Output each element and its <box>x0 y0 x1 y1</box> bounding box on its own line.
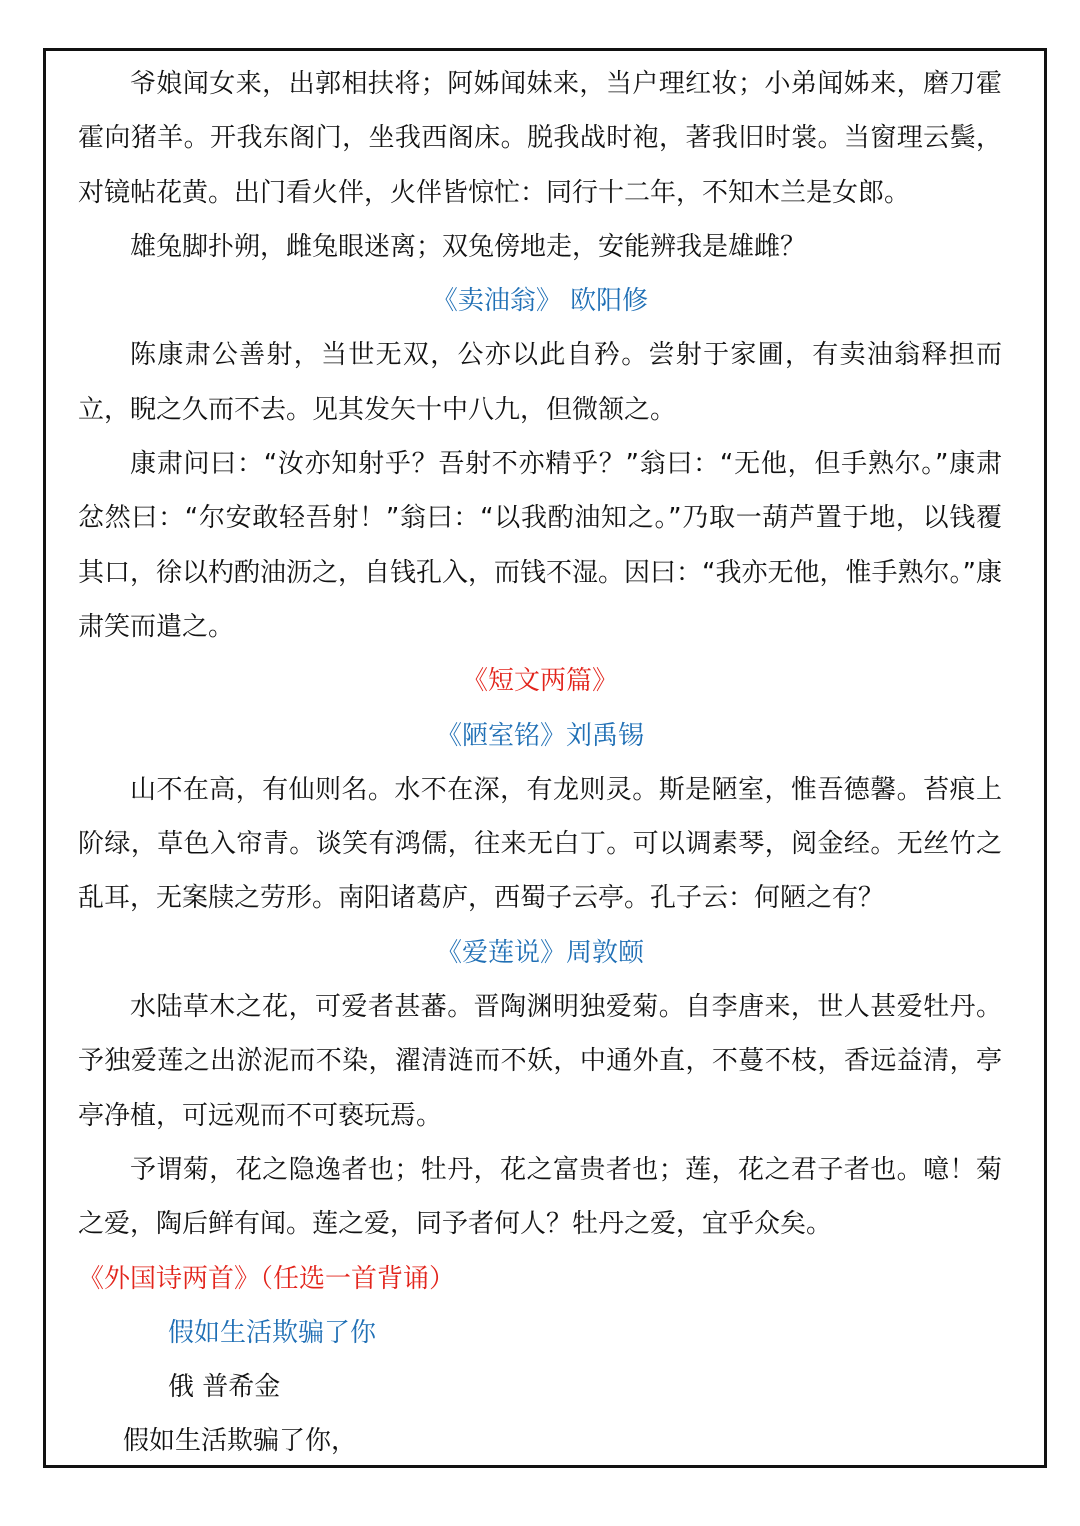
ailianshuo-title: 《爱莲说》周敦颐 <box>435 937 644 968</box>
maiyouweng-paragraph-1: 陈康肃公善射，当世无双，公亦以此自矜。尝射于家圃，有卖油翁释担而立，睨之久而不去。见其发矢十中八九，但微颔之。 <box>78 340 1002 425</box>
maiyouweng-paragraph-2: 康肃问曰：“汝亦知射乎？吾射不亦精乎？”翁曰：“无他，但手熟尔。”康肃忿然曰：“尔安敢轻吾射！”翁曰：“以我酌油知之。”乃取一葫芦置于地，以钱覆其口，徐以杓酌油沥之，自钱孔入，而钱不湿。因曰：“我亦无他，惟手熟尔。”康肃笑而遣之。 <box>78 449 1002 642</box>
poem-line-1: 假如生活欺骗了你， <box>123 1426 358 1457</box>
waiguoshi-heading: 《外国诗两首》（任选一首背诵） <box>78 1263 456 1294</box>
document-body <box>78 57 1002 1469</box>
loushiming-title: 《陋室铭》刘禹锡 <box>435 720 644 751</box>
poem-title: 假如生活欺骗了你 <box>168 1317 377 1348</box>
ailianshuo-paragraph-2: 予谓菊，花之隐逸者也；牡丹，花之富贵者也；莲，花之君子者也。噫！菊之爱，陶后鲜有闻。莲之爱，同予者何人？牡丹之爱，宜乎众矣。 <box>78 1154 1002 1240</box>
mulan-paragraph-2: 雄兔脚扑朔，雌兔眼迷离；双兔傍地走，安能辨我是雄雌？ <box>130 231 807 262</box>
ailianshuo-paragraph-1: 水陆草木之花，可爱者甚蕃。晋陶渊明独爱菊。自李唐来，世人甚爱牡丹。予独爱莲之出淤泥而不染，濯清涟而不妖，中通外直，不蔓不枝，香远益清，亭亭净植，可远观而不可亵玩焉。 <box>78 992 1002 1131</box>
duanwen-heading: 《短文两篇》 <box>461 666 618 697</box>
mulan-paragraph-1: 爷娘闻女来，出郭相扶将；阿姊闻妹来，当户理红妆；小弟闻姊来，磨刀霍霍向猪羊。开我东阁门，坐我西阁床。脱我战时袍，著我旧时裳。当窗理云鬓，对镜帖花黄。出门看火伴，火伴皆惊忙：同行十二年，不知木兰是女郎。 <box>78 69 1002 208</box>
poem-author: 俄 普希金 <box>168 1372 281 1403</box>
loushiming-paragraph: 山不在高，有仙则名。水不在深，有龙则灵。斯是陋室，惟吾德馨。苔痕上阶绿，草色入帘青。谈笑有鸿儒，往来无白丁。可以调素琴，阅金经。无丝竹之乱耳，无案牍之劳形。南阳诸葛庐，西蜀子云亭。孔子云：何陋之有？ <box>78 774 1002 914</box>
maiyouweng-title: 《卖油翁》 欧阳修 <box>431 286 649 317</box>
